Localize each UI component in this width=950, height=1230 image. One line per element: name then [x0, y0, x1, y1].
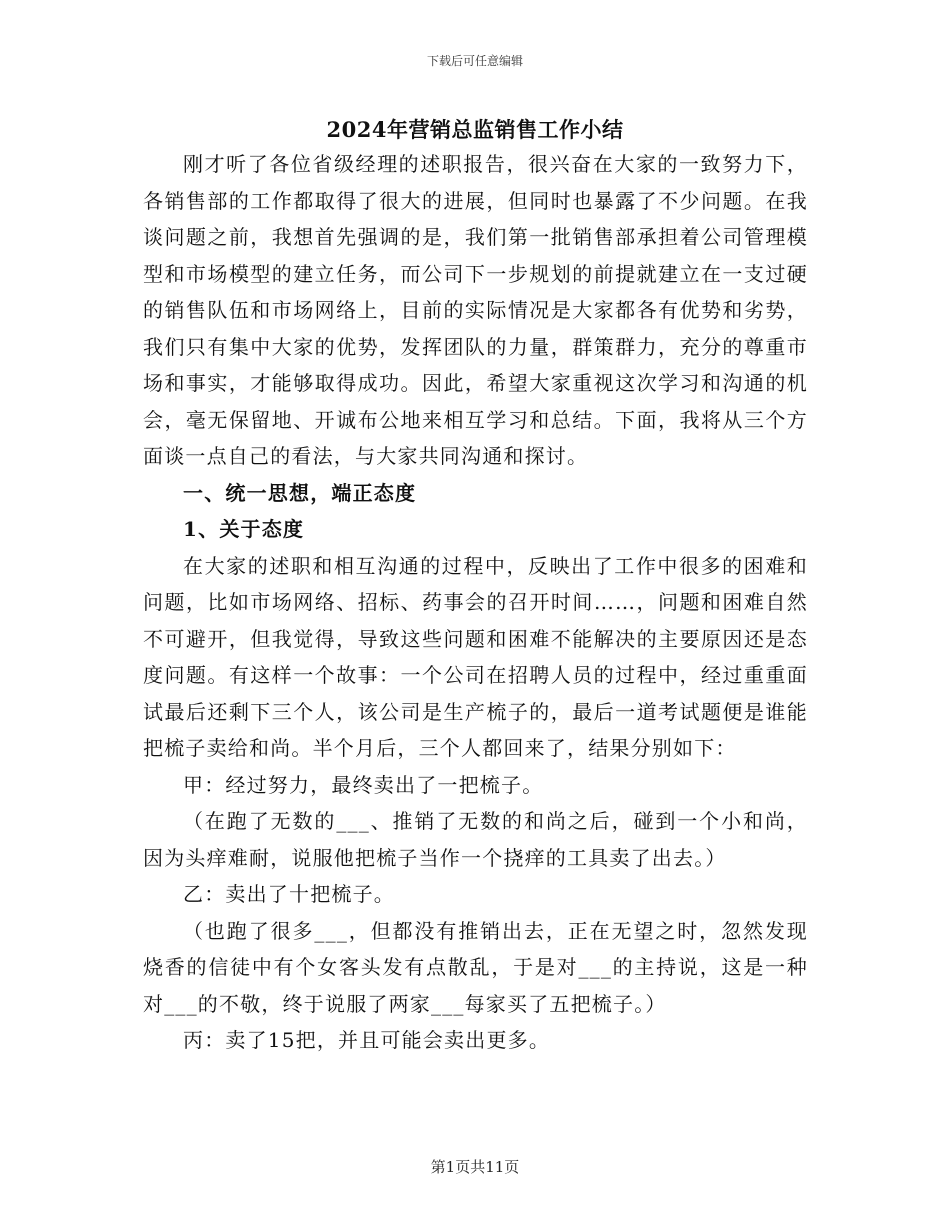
paragraph-result-c: 丙：卖了15把，并且可能会卖出更多。 [183, 1028, 551, 1052]
paragraph-result-b: 乙：卖出了十把梳子。 [183, 882, 395, 906]
document-body [143, 146, 808, 1059]
paragraph-detail-a: （在跑了无数的___、推销了无数的和尚之后，碰到一个小和尚，因为头痒难耐，说服他把梳子当作一个挠痒的工具卖了出去。） [143, 809, 808, 870]
paragraph-intro: 刚才听了各位省级经理的述职报告，很兴奋在大家的一致努力下，各销售部的工作都取得了很大的进展，但同时也暴露了不少问题。在我谈问题之前，我想首先强调的是，我们第一批销售部承担着公司管理模型和市场模型的建立任务，而公司下一步规划的前提就建立在一支过硬的销售队伍和市场网络上，目前的实际情况是大家都各有优势和劣势，我们只有集中大家的优势，发挥团队的力量，群策群力，充分的尊重市场和事实，才能够取得成功。因此，希望大家重视这次学习和沟通的机会，毫无保留地、开诚布公地来相互学习和总结。下面，我将从三个方面谈一点自己的看法，与大家共同沟通和探讨。 [143, 152, 808, 468]
paragraph-detail-b: （也跑了很多___，但都没有推销出去，正在无望之时，忽然发现烧香的信徒中有个女客头发有点散乱，于是对___的主持说，这是一种对___的不敬，终于说服了两家___每家买了五把梳子。） [143, 918, 808, 1016]
document-title: 2024年营销总监销售工作小结 [326, 117, 624, 142]
subsection-heading: 1、关于态度 [183, 517, 305, 541]
page-number: 第1页共11页 [430, 1158, 520, 1176]
header-note: 下载后可任意编辑 [426, 54, 523, 68]
paragraph-result-a: 甲：经过努力，最终卖出了一把梳子。 [183, 772, 544, 797]
paragraph-story: 在大家的述职和相互沟通的过程中，反映出了工作中很多的困难和问题，比如市场网络、招标、药事会的召开时间……，问题和困难自然不可避开，但我觉得，导致这些问题和困难不能解决的主要原因还是态度问题。有这样一个故事：一个公司在招聘人员的过程中，经过重重面试最后还剩下三个人，该公司是生产梳子的，最后一道考试题便是谁能把梳子卖给和尚。半个月后，三个人都回来了，结果分别如下： [143, 553, 808, 760]
section-heading: 一、统一思想，端正态度 [183, 480, 417, 505]
